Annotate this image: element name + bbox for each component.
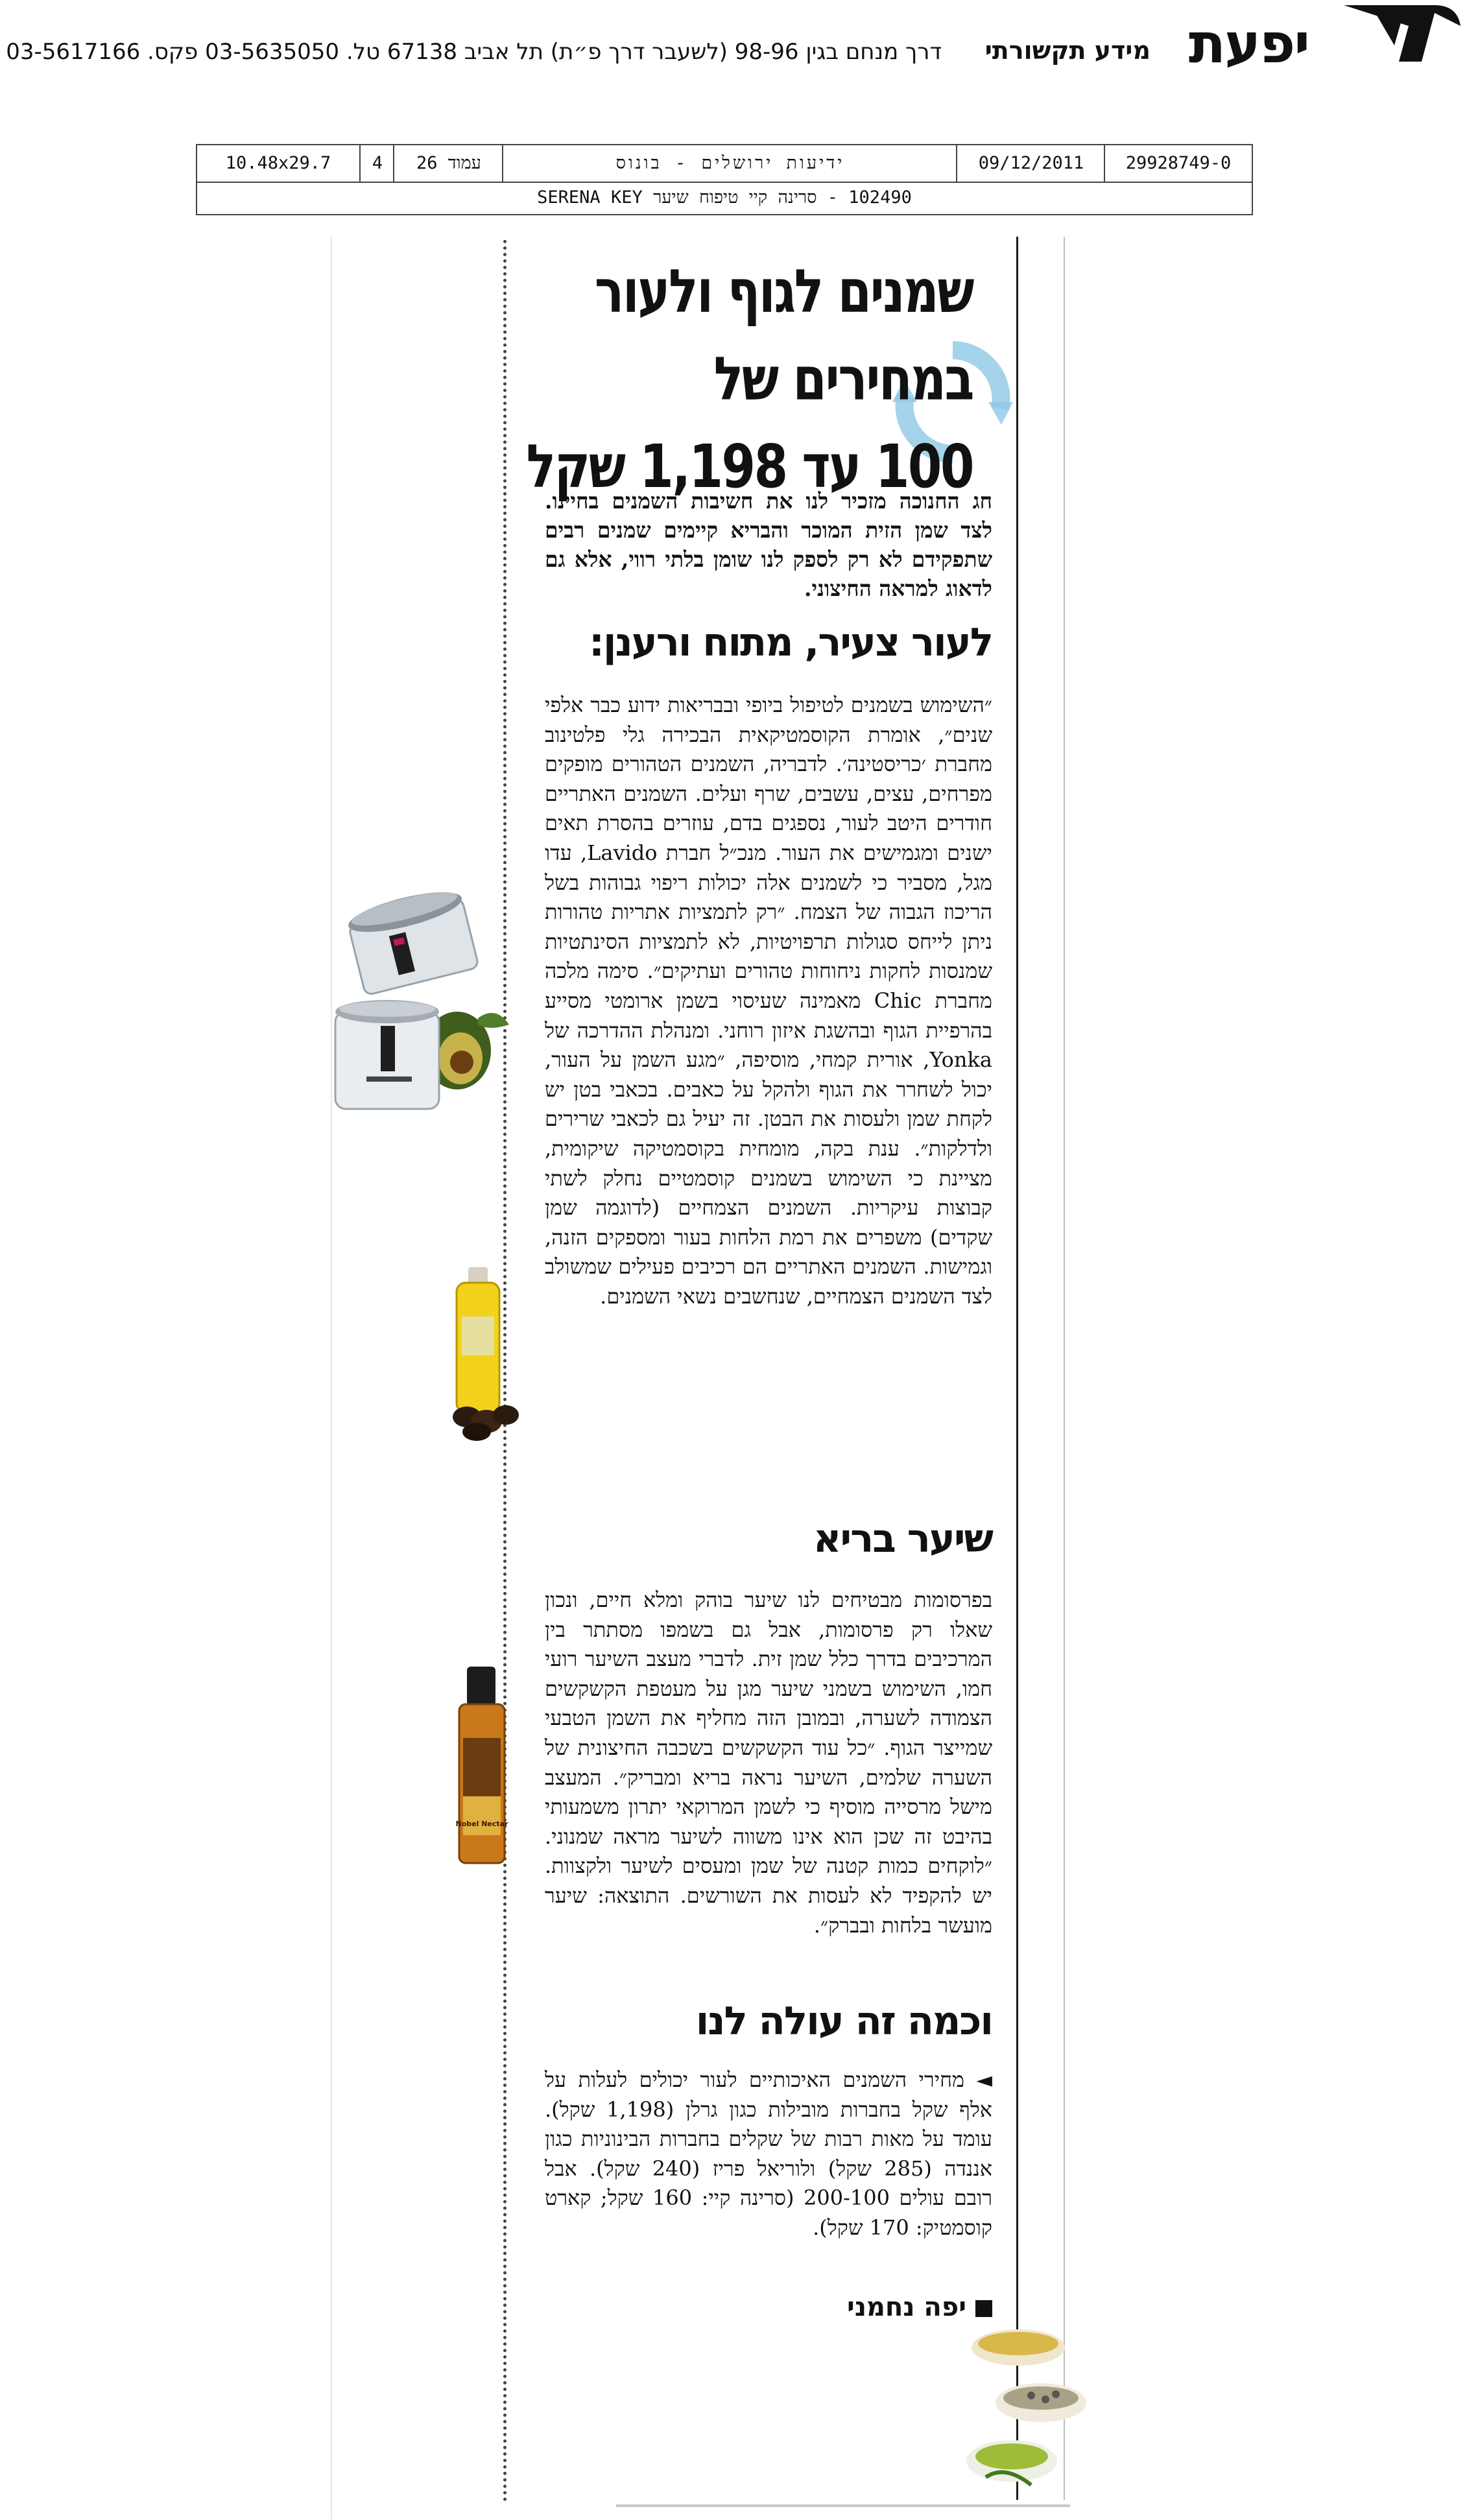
clipping-edge [331, 237, 332, 2519]
headline-line: שמנים לגוף ולעור [594, 257, 973, 326]
publication-cell: ידיעות ירושלים - בונוס [502, 145, 957, 182]
reference-row [197, 182, 1252, 214]
intro-paragraph: חג החנוכה מזכיר לנו את חשיבות השמנים בחיינו. לצד שמן הזית המוכר והבריא קיימים שמנים רבים שתפקידם לא רק לספק לנו שומן בלתי רווי, אלא גם לדאוג למראה החיצוני. [545, 488, 992, 601]
oil-bowls-image [966, 2315, 1096, 2497]
date-cell: 09/12/2011 [956, 145, 1105, 182]
yellow-oil-bottle-image [441, 1265, 525, 1446]
reference-text: 102490 - סרינה קיי טיפוח שיער SERENA KEY [537, 187, 912, 208]
section-title-hair: שיער בריא [813, 1516, 992, 1562]
section-body-hair: בפרסומות מבטיחים לנו שיער בוהק ומלא חיים, ונכון שאלו רק פרסומות, אבל גם בשמפו מסתתר בין המרכיבים בדרך כלל שמן זית. לדברי מעצב השיער רועי חמו, השימוש בשמני שיער מגן על מעטפת הקשקשים הצמודה לשערה, ובמובן הזה מחליף את השמן הטבעי שמייצר הגוף. ״כל עוד הקשקשים בשכבה החיצונית של השערה שלמים, השיער נראה בריא ומבריק״. המעצב מישל מרסייה מוסיף כי לשמן המרוקאי יתרון משמעותי בהיבט זה שכן הוא אינו משווה לשיער מראה שמנוני. ״לוקחים כמות קטנה של שמן ומעסים לשיער ולקצוות. יש להקפיד לא לעסות את השורשים. התוצאה: שיער מועשר בלחות ובברק״. [545, 1587, 992, 1938]
headline [526, 248, 973, 510]
logo-text: יפעת [1188, 12, 1309, 75]
id-cell: 29928749-0 [1104, 145, 1252, 182]
page-cell: עמוד 26 [393, 145, 503, 182]
clipping-service-header [6, 0, 1467, 110]
section-title-skin: לעור צעיר, מתוח ורענן: [588, 620, 992, 665]
count-cell: 4 [359, 145, 394, 182]
metadata-row [197, 145, 1252, 183]
bottle-label: Nobel Nectar [455, 1820, 508, 1828]
contact-address: דרך מנחם בגין 98-96 (לשעבר דרך פ״ת) תל אביב 67138 טל. 03-5635050 פקס. 03-5617166 [6, 39, 942, 65]
headline-line: במחירים של [713, 344, 973, 414]
logo-subtitle: מידע תקשורתי [984, 36, 1151, 65]
ifat-logo-icon [1337, 0, 1467, 71]
byline-square-icon [975, 2300, 992, 2317]
column-rule-light [1064, 237, 1065, 2500]
column-rule [1016, 237, 1018, 2500]
bottom-rule [616, 2504, 1070, 2507]
clipping-metadata-table [196, 144, 1253, 215]
byline [545, 2292, 992, 2322]
headline-line: 100 עד 1,198 שקל [526, 432, 973, 501]
cream-jars-image [328, 875, 516, 1128]
section-body-skin: ״השימוש בשמנים לטיפול ביופי ובבריאות ידוע כבר אלפי שנים״, אומרת הקוסמטיקאית הבכירה גלי פלטינוב מחברת ׳כריסטינה׳. לדבריה, השמנים הטהורים מופקים מפרחים, עצים, עשבים, שרף ועלים. השמנים האתריים חודרים היטב לעור, נספגים בדם, עוזרים בהסרת תאים ישנים ומגמישים את העור. מנכ״ל חברת Lavido, עדו מגל, מסביר כי לשמנים אלה יכולות ריפוי גבוהות בשל הריכוז הגבוה של הצמח. ״רק לתמציות אתריות טהורות ניתן לייחס סגולות תרפויטיות, לא לתמציות הסינתטיות שמנסות לחקות ניחוחות טהורים ועתיקים״. סימה מלכה מחברת Chic מאמינה שעיסוי בשמן ארומטי מסייע בהרפיית הגוף ובהשגת איזון רוחני. ומנהלת ההדרכה של Yonka, אורית קמחי, מוסיפה, ״מגע השמן על העור, יכול לשחרר את הגוף ולהקל על כאבים. בכאבי בטן יש לקחת שמן ולעסות את הבטן. זה יעיל גם לכאבי שרירים ולדלקות״. ענת בקה, מומחית בקוסמטיקה שיקומית, מציינת כי השימוש בשמנים קוסמטיים נחלק לשתי קבוצות עיקריות. השמנים הצמחיים (לדוגמה שמן שקדים) משפרים את רמת הלחות בעור ומספקים הזנה, וגמישות. השמנים האתריים הם רכיבים פעילים שמשולב לצד השמנים הצמחיים, שנחשבים נשאי השמנים. [545, 693, 993, 1309]
size-cell: 10.48x29.7 [225, 153, 331, 173]
section-title-prices: וכמה זה עולה לנו [695, 1999, 992, 2044]
argan-oil-bottle-image [446, 1667, 518, 1868]
author-name: יפה נחמני [847, 2292, 966, 2322]
section-body-prices: ◄ מחירי השמנים האיכותיים לעור יכולים לעלות על אלף שקל בחברות מובילות כגון גרלן (1,198 שקל). עומד על מאות רבות של שקלים בחברות הבינוניות כגון אננדה (285 שקל) ולוריאל פריז (240 שקל). אבל רובם עולים 200-100 (סרינה קיי: 160 שקל; קארט קוסמטיק: 170 שקל). [545, 2067, 993, 2240]
